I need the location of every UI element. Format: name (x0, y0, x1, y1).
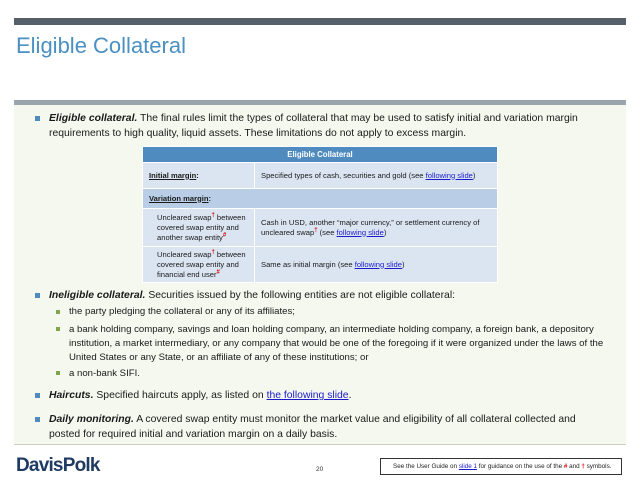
colon: : (208, 193, 212, 203)
table-cell-label (143, 247, 255, 283)
bullet-eligible-collateral (49, 111, 609, 141)
following-slide-link[interactable]: the following slide (266, 390, 349, 401)
bullet-text: The final rules limit the types of collateral that may be used to satisfy initial and variation margin requirements to high quality, liquid assets. These limitations do not apply to excess margin. (49, 113, 578, 139)
dagger-mark: † (211, 211, 215, 218)
dagger-mark: † (314, 226, 318, 233)
note-text: for guidance on the use of the (477, 463, 564, 470)
cell-text: ) (383, 227, 387, 237)
table-row (143, 189, 498, 209)
hash-mark: # (216, 268, 220, 275)
eligible-collateral-table (142, 146, 498, 283)
dagger-mark: † (211, 248, 215, 255)
cell-text: between covered swap entity and financial end user (157, 249, 246, 279)
bullet-ineligible-collateral (49, 288, 609, 303)
page-number: 20 (316, 466, 324, 473)
bullet-square-icon (35, 393, 40, 398)
bullet-heading: Ineligible collateral. (49, 290, 146, 301)
cell-text: Specified types of cash, securities and gold (see (261, 170, 426, 180)
cell-text: Uncleared swap (157, 212, 212, 222)
bullet-daily-monitoring (49, 412, 609, 442)
hash-mark: # (563, 463, 568, 470)
bullet-text: Specified haircuts apply, as listed on (93, 390, 267, 401)
note-text: See the User Guide on (393, 463, 459, 470)
table-header: Eligible Collateral (143, 147, 498, 163)
table-cell-value (255, 163, 498, 189)
list-item: the party pledging the collateral or any of its affiliates; (69, 306, 295, 317)
bullet-square-icon (35, 293, 40, 298)
page-title: Eligible Collateral (16, 33, 186, 58)
table-cell-label (143, 189, 498, 209)
bullet-square-icon (35, 417, 40, 422)
cell-text: Cash in USD, another “major currency,” or settlement currency of uncleared swap (261, 217, 480, 237)
bullet-haircuts (49, 388, 609, 403)
table-row (143, 209, 498, 247)
bullet-text: Securities issued by the following entities are not eligible collateral: (145, 290, 456, 301)
colon: : (196, 170, 199, 180)
cell-text: (see (317, 227, 337, 237)
bullet-text: A covered swap entity must monitor the market value and eligibility of all collateral collected and posted for required initial and variation margin on a daily basis. (49, 414, 576, 440)
sub-bullet-square-icon (56, 327, 60, 331)
following-slide-link[interactable]: following slide (425, 170, 473, 180)
following-slide-link[interactable]: following slide (354, 259, 402, 269)
cell-text: Uncleared swap (157, 249, 212, 259)
bullet-heading: Eligible collateral. (49, 113, 138, 124)
dagger-mark: † (581, 463, 585, 470)
cell-text: Same as initial margin (see (261, 259, 355, 269)
sub-bullet-square-icon (56, 310, 60, 314)
list-item: a non-bank SIFI. (69, 368, 140, 379)
note-text: and (567, 463, 582, 470)
bullet-heading: Haircuts. (49, 390, 94, 401)
following-slide-link[interactable]: following slide (336, 227, 384, 237)
initial-margin-label: Initial margin (149, 170, 197, 180)
bullet-square-icon (35, 116, 40, 121)
cell-text: between covered swap entity and another swap entity (157, 212, 246, 242)
table-cell-value (255, 247, 498, 283)
table-cell-label (143, 163, 255, 189)
bullet-heading: Daily monitoring. (49, 414, 134, 425)
top-rule (14, 18, 626, 25)
davis-polk-logo: DavisPolk (16, 455, 100, 476)
table-cell-label (143, 209, 255, 247)
cell-text: ) (401, 259, 405, 269)
note-text: symbols. (584, 463, 612, 470)
slide-1-link[interactable]: slide 1 (458, 463, 478, 470)
table-row (143, 163, 498, 189)
sub-bullet-square-icon (56, 371, 60, 375)
list-item: a bank holding company, savings and loan holding company, an intermediate holding company, a foreign bank, a depository institution, a market intermediary, or any company that would be one of the foregoing if it were organized under the laws of the United States or any State, or an affiliate of any of these institutions; or (69, 324, 604, 363)
variation-margin-label: Variation margin (149, 193, 209, 203)
table-cell-value (255, 209, 498, 247)
user-guide-note (380, 458, 622, 475)
table-row (143, 247, 498, 283)
cell-text: ) (472, 170, 476, 180)
bullet-text: . (348, 390, 352, 401)
hash-mark: # (222, 231, 227, 238)
